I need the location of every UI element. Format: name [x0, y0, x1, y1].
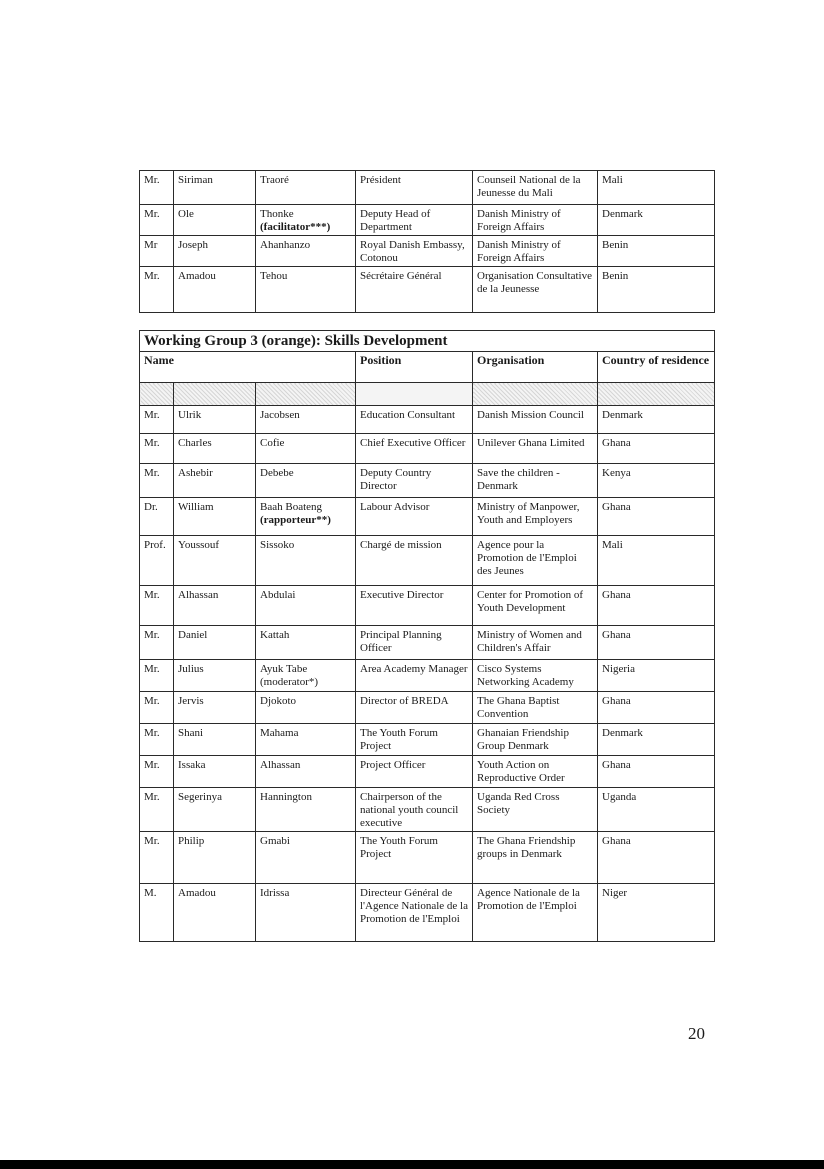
country-cell: Nigeria [598, 660, 715, 692]
position-cell: Deputy Head of Department [356, 205, 473, 236]
position-cell: Sécrétaire Général [356, 267, 473, 313]
position-cell: Chargé de mission [356, 536, 473, 586]
first-name-cell: Ulrik [174, 406, 256, 434]
country-cell: Ghana [598, 626, 715, 660]
last-name-cell: Djokoto [256, 692, 356, 724]
participant-role: (facilitator***) [260, 221, 331, 233]
participant-row [140, 267, 715, 313]
country-cell: Ghana [598, 692, 715, 724]
title-cell: Dr. [140, 498, 174, 536]
last-name-cell: Abdulai [256, 586, 356, 626]
title-cell: Mr. [140, 692, 174, 724]
title-cell: Mr. [140, 267, 174, 313]
participant-row [140, 626, 715, 660]
position-cell: Labour Advisor [356, 498, 473, 536]
participant-row [140, 205, 715, 236]
title-cell: Mr. [140, 756, 174, 788]
first-name-cell: Charles [174, 434, 256, 464]
country-cell: Mali [598, 536, 715, 586]
country-cell: Ghana [598, 434, 715, 464]
organisation-cell: Danish Ministry of Foreign Affairs [473, 205, 598, 236]
group-title: Working Group 3 (orange): Skills Development [140, 331, 715, 352]
first-name-cell: Joseph [174, 236, 256, 267]
organisation-cell: Center for Promotion of Youth Development [473, 586, 598, 626]
first-name-cell: Jervis [174, 692, 256, 724]
participant-row [140, 692, 715, 724]
title-cell: Mr. [140, 171, 174, 205]
last-name-cell: Tehou [256, 267, 356, 313]
participant-row [140, 406, 715, 434]
first-name-cell: Shani [174, 724, 256, 756]
position-cell: Chairperson of the national youth council executive [356, 788, 473, 832]
organisation-cell: Organisation Consultative de la Jeunesse [473, 267, 598, 313]
last-name-cell: Hannington [256, 788, 356, 832]
last-name-cell: Sissoko [256, 536, 356, 586]
position-cell: Président [356, 171, 473, 205]
last-name-cell: Mahama [256, 724, 356, 756]
last-name-cell: Idrissa [256, 884, 356, 942]
last-name-cell: Kattah [256, 626, 356, 660]
participant-row [140, 171, 715, 205]
organisation-cell: Unilever Ghana Limited [473, 434, 598, 464]
country-cell: Denmark [598, 724, 715, 756]
title-cell: Mr. [140, 626, 174, 660]
title-cell: Mr. [140, 406, 174, 434]
working-group-3-table [139, 330, 715, 942]
first-name-cell: Amadou [174, 884, 256, 942]
organisation-cell: Youth Action on Reproductive Order [473, 756, 598, 788]
position-cell: Principal Planning Officer [356, 626, 473, 660]
title-cell: Mr. [140, 464, 174, 498]
country-cell: Ghana [598, 586, 715, 626]
participant-row [140, 832, 715, 884]
organisation-cell: Counseil National de la Jeunesse du Mali [473, 171, 598, 205]
blank-row [140, 383, 715, 406]
first-name-cell: Youssouf [174, 536, 256, 586]
first-name-cell: Philip [174, 832, 256, 884]
position-cell: Directeur Général de l'Agence Nationale de la Promotion de l'Emploi [356, 884, 473, 942]
position-cell: Deputy Country Director [356, 464, 473, 498]
title-cell: Mr. [140, 205, 174, 236]
position-cell: Project Officer [356, 756, 473, 788]
first-name-cell: Daniel [174, 626, 256, 660]
header-organisation: Organisation [473, 352, 598, 383]
organisation-cell: Save the children - Denmark [473, 464, 598, 498]
organisation-cell: The Ghana Baptist Convention [473, 692, 598, 724]
first-name-cell: Ashebir [174, 464, 256, 498]
country-cell: Denmark [598, 205, 715, 236]
page-number: 20 [688, 1024, 705, 1043]
first-name-cell: Julius [174, 660, 256, 692]
first-name-cell: Siriman [174, 171, 256, 205]
organisation-cell: The Ghana Friendship groups in Denmark [473, 832, 598, 884]
organisation-cell: Danish Ministry of Foreign Affairs [473, 236, 598, 267]
last-name-cell: Gmabi [256, 832, 356, 884]
last-name-cell: Jacobsen [256, 406, 356, 434]
organisation-cell: Agence pour la Promotion de l'Emploi des Jeunes [473, 536, 598, 586]
title-cell: Mr. [140, 434, 174, 464]
position-cell: Education Consultant [356, 406, 473, 434]
header-country: Country of residence [598, 352, 715, 383]
first-name-cell: Segerinya [174, 788, 256, 832]
title-cell: Mr [140, 236, 174, 267]
last-name-cell: Ahanhanzo [256, 236, 356, 267]
last-name-cell: Cofie [256, 434, 356, 464]
title-cell: M. [140, 884, 174, 942]
title-cell: Mr. [140, 832, 174, 884]
participant-row [140, 788, 715, 832]
participant-row [140, 434, 715, 464]
last-name-cell: Thonke (facilitator***) [256, 205, 356, 236]
participant-row [140, 724, 715, 756]
position-cell: The Youth Forum Project [356, 832, 473, 884]
position-cell: Royal Danish Embassy, Cotonou [356, 236, 473, 267]
participant-row [140, 660, 715, 692]
participant-row [140, 884, 715, 942]
position-cell: Director of BREDA [356, 692, 473, 724]
organisation-cell: Ministry of Manpower, Youth and Employers [473, 498, 598, 536]
last-name-cell: Baah Boateng (rapporteur**) [256, 498, 356, 536]
header-position: Position [356, 352, 473, 383]
position-cell: The Youth Forum Project [356, 724, 473, 756]
last-name-cell: Traoré [256, 171, 356, 205]
participant-role: (rapporteur**) [260, 514, 331, 526]
first-name-cell: Alhassan [174, 586, 256, 626]
participant-row [140, 536, 715, 586]
country-cell: Ghana [598, 756, 715, 788]
participant-row [140, 498, 715, 536]
position-cell: Area Academy Manager [356, 660, 473, 692]
organisation-cell: Uganda Red Cross Society [473, 788, 598, 832]
title-cell: Prof. [140, 536, 174, 586]
scan-edge-bar [0, 1160, 824, 1169]
country-cell: Benin [598, 267, 715, 313]
country-cell: Uganda [598, 788, 715, 832]
first-name-cell: Ole [174, 205, 256, 236]
country-cell: Denmark [598, 406, 715, 434]
country-cell: Benin [598, 236, 715, 267]
organisation-cell: Agence Nationale de la Promotion de l'Emploi [473, 884, 598, 942]
participant-row [140, 236, 715, 267]
last-name-cell: Alhassan [256, 756, 356, 788]
organisation-cell: Ministry of Women and Children's Affair [473, 626, 598, 660]
country-cell: Ghana [598, 498, 715, 536]
first-name-cell: Issaka [174, 756, 256, 788]
position-cell: Chief Executive Officer [356, 434, 473, 464]
country-cell: Kenya [598, 464, 715, 498]
country-cell: Mali [598, 171, 715, 205]
last-name-cell: Ayuk Tabe (moderator*) [256, 660, 356, 692]
participant-row [140, 586, 715, 626]
country-cell: Ghana [598, 832, 715, 884]
last-name-cell: Debebe [256, 464, 356, 498]
organisation-cell: Cisco Systems Networking Academy [473, 660, 598, 692]
first-name-cell: Amadou [174, 267, 256, 313]
position-cell: Executive Director [356, 586, 473, 626]
participant-row [140, 756, 715, 788]
title-cell: Mr. [140, 724, 174, 756]
title-cell: Mr. [140, 586, 174, 626]
header-name: Name [140, 352, 356, 383]
organisation-cell: Danish Mission Council [473, 406, 598, 434]
participant-row [140, 464, 715, 498]
organisation-cell: Ghanaian Friendship Group Denmark [473, 724, 598, 756]
country-cell: Niger [598, 884, 715, 942]
title-cell: Mr. [140, 788, 174, 832]
first-name-cell: William [174, 498, 256, 536]
title-cell: Mr. [140, 660, 174, 692]
participants-table-continued [139, 170, 715, 313]
